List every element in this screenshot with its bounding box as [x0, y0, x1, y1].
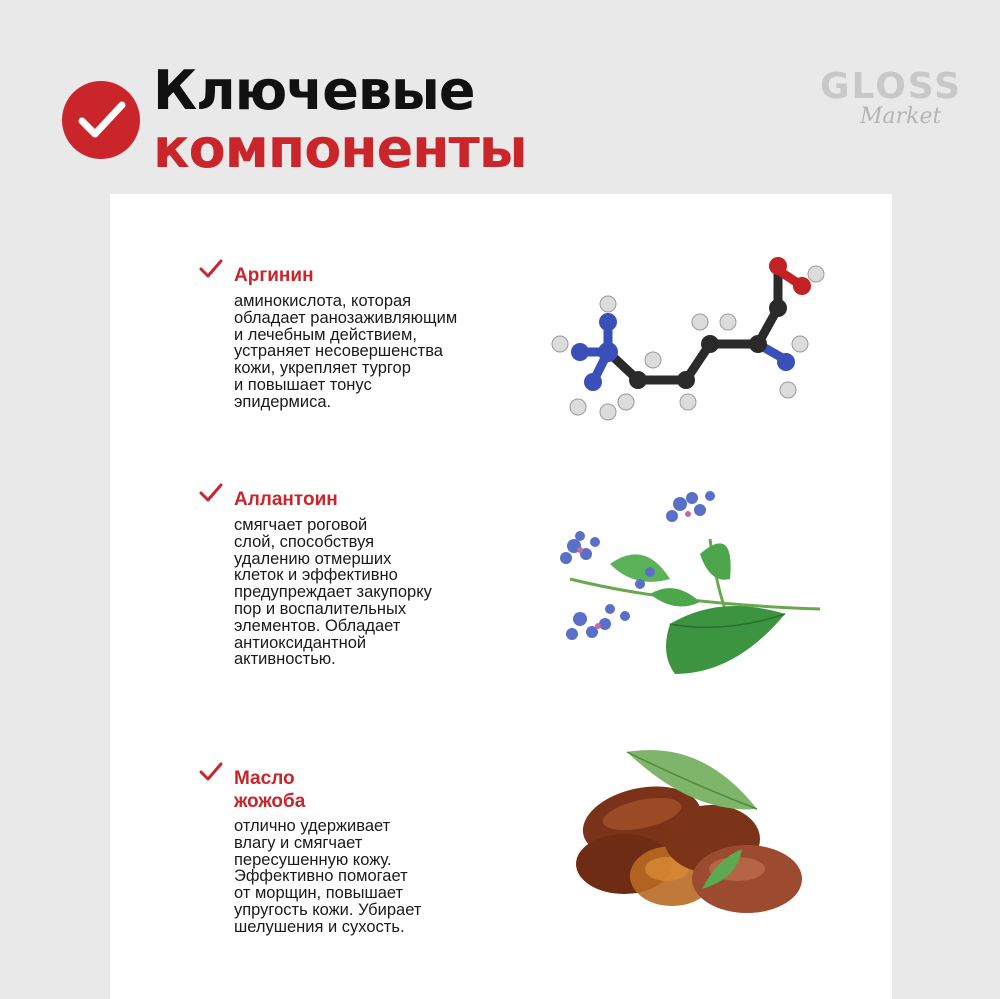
- ingredient-description: аминокислота, которая обладает ранозаживляющим и лечебным действием, устраняет несовершенства кожи, укрепляет тургор и повышает тонус эпидермиса.: [234, 292, 458, 411]
- check-icon: [198, 759, 224, 785]
- logo-brand: GLOSS: [820, 66, 963, 107]
- ingredient-name: Аллантоин: [234, 489, 338, 510]
- ingredients-card: [110, 194, 892, 999]
- comfrey-plant-icon: [550, 484, 825, 684]
- jojoba-seeds-icon: [572, 744, 822, 919]
- logo-sub: Market: [860, 104, 942, 129]
- ingredient-description: смягчает роговой слой, способствуя удалению отмерших клеток и эффективно предупреждает закупорку пор и воспалительных элементов. Обладает антиоксидантной активностью.: [234, 516, 432, 669]
- title-line-2: компоненты: [153, 117, 527, 180]
- ingredient-name: Аргинин: [234, 265, 314, 286]
- arginine-molecule-icon: [538, 252, 828, 442]
- check-icon: [198, 256, 224, 282]
- checkmark-circle-icon: [62, 81, 140, 159]
- check-icon: [198, 480, 224, 506]
- page-title: [153, 59, 527, 180]
- ingredient-description: отлично удерживает влагу и смягчает пересушенную кожу. Эффективно помогает от морщин, повышает упругость кожи. Убирает шелушения и сухость.: [234, 817, 422, 936]
- title-line-1: Ключевые: [153, 59, 475, 122]
- gloss-market-logo: [820, 66, 965, 130]
- ingredient-name: Масло жожоба: [234, 768, 306, 812]
